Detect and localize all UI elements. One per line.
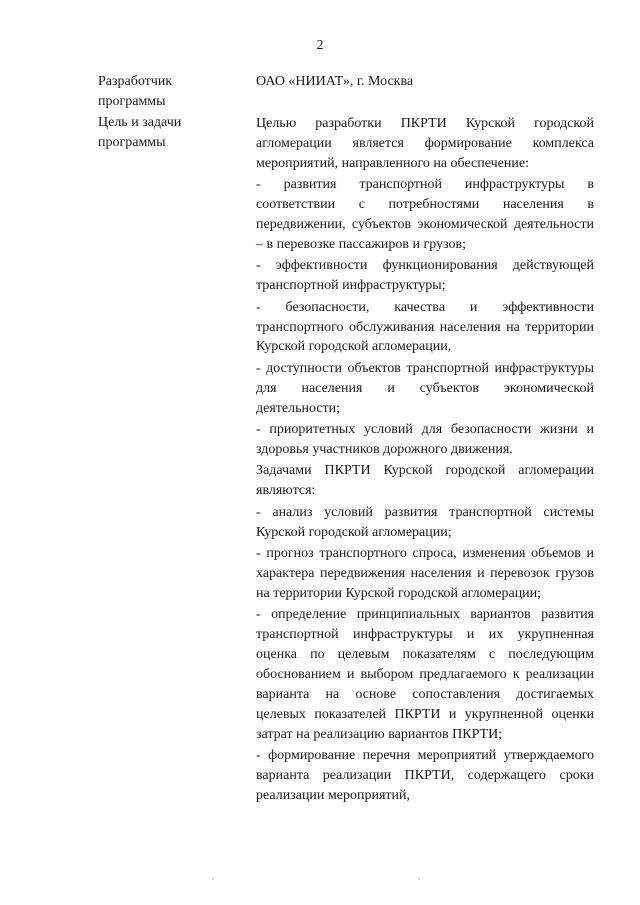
paragraph: Целью разработки ПКРТИ Курской городской агломерации является формирование комплекса мероприятий, направленного на обеспечение:: [256, 116, 594, 171]
scan-speck: [418, 878, 420, 880]
paragraph: - развития транспортной инфраструктуры в соответствии с потребностями населения в передвижении, субъектов экономической деятельности – в перевозке пассажиров и грузов;: [256, 177, 594, 252]
scan-speck: [212, 878, 214, 880]
paragraph: Задачами ПКРТИ Курской городской агломерации являются:: [256, 463, 594, 499]
goals-label: Цель и задачи программы: [98, 115, 182, 150]
goals-content: [256, 114, 594, 807]
paragraph: - определение принципиальных вариантов развития транспортной инфраструктуры и их укрупненная оценка по целевым показателям с последующим обоснованием и выбором предлагаемого к реализации варианта на основе сопоставления достигаемых целевых показателей ПКРТИ и укрупненной оценки затрат на реализацию вариантов ПКРТИ;: [256, 607, 594, 742]
paragraph: - прогноз транспортного спроса, изменения объемов и характера передвижения населения и перевозок грузов на территории Курской городской агломерации;: [256, 546, 594, 601]
paragraph: - приоритетных условий для безопасности жизни и здоровья участников дорожного движения.: [256, 422, 594, 457]
paragraph: - доступности объектов транспортной инфраструктуры для населения и субъектов экономической деятельности;: [256, 360, 594, 416]
developer-value: ОАО «НИИАТ», г. Москва: [256, 74, 414, 89]
paragraph: - безопасности, качества и эффективности транспортного обслуживания населения на территории Курской городской агломерации,: [256, 299, 594, 355]
paragraph: - анализ условий развития транспортной системы Курской городской агломерации;: [256, 504, 594, 540]
developer-label: Разработчик программы: [98, 74, 173, 109]
paragraph: - эффективности функционирования действующей транспортной инфраструктуры;: [256, 258, 594, 294]
page-number: 2: [316, 38, 324, 53]
paragraph: - формирование перечня мероприятий утверждаемого варианта реализации ПКРТИ, содержащего сроки реализации мероприятий,: [256, 748, 594, 803]
